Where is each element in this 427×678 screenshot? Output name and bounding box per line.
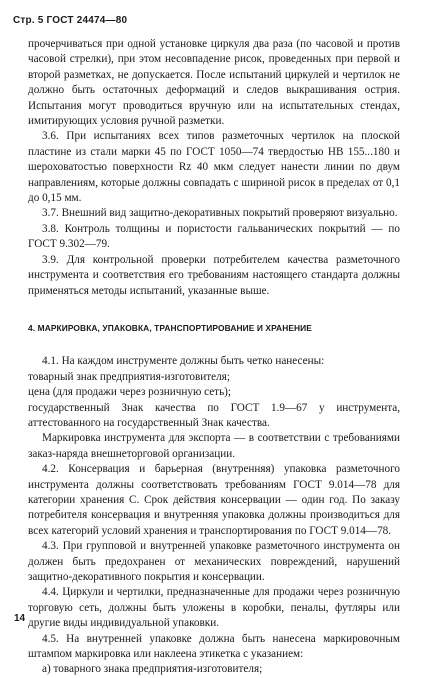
section-heading: 4. МАРКИРОВКА, УПАКОВКА, ТРАНСПОРТИРОВАНИЕ И ХРАНЕНИЕ [28, 322, 312, 333]
paragraph-3-8: 3.8. Контроль толщины и пористости гальванических покрытий — по ГОСТ 9.302—79. [28, 222, 400, 251]
paragraph-4-1: 4.1. На каждом инструменте должны быть четко нанесены: [42, 355, 325, 368]
paragraph-4-1-item-trademark: товарный знак предприятия-изготовителя; [28, 370, 230, 383]
page-header: Стр. 5 ГОСТ 24474—80 [13, 15, 128, 26]
paragraph-3-7: 3.7. Внешний вид защитно-декоративных покрытий проверяют визуально. [42, 207, 398, 220]
paragraph-4-4: 4.4. Циркули и чертилки, предназначенные для продажи через розничную торговую сеть, должны быть уложены в коробки, пеналы, футляры или другие виды индивидуальной упаковки. [28, 586, 400, 630]
paragraph-continuation: прочерчиваться при одной установке циркуля два раза (по часовой и против часовой стрелки), при этом несовпадение рисок, проведенных при первой и второй разметках, не допускается. После испытаний циркулей и чертилок не должно быть остаточных деформаций и следов выкрашивания острия. Испытания могут проводиться вручную или на испытательных стендах, имитирующих условия ручной разметки. [28, 38, 400, 128]
document-body [28, 37, 400, 678]
page-number: 14 [14, 613, 26, 624]
paragraph-4-3: 4.3. При групповой и внутренней упаковке разметочного инструмента он должен быть предохранен от механических повреждений, нарушений защитно-декоративного покрытия и консервации. [28, 540, 400, 583]
paragraph-4-1-item-price: цена (для продажи через розничную сеть); [28, 386, 232, 399]
paragraph-4-5: 4.5. На внутренней упаковке должна быть нанесена маркировочным штампом маркировка или наклеена этикетка с указанием: [28, 632, 400, 661]
paragraph-3-9: 3.9. Для контрольной проверки потребителем качества разметочного инструмента и соответствия его требованиям настоящего стандарта должны применяться методы испытаний, указанные выше. [28, 253, 400, 297]
paragraph-3-6: 3.6. При испытаниях всех типов разметочных чертилок на плоской пластине из стали марки 45 по ГОСТ 1050—74 твердостью НВ 155...180 и шероховатостью поверхности Rz 40 мкм следует нанести линии по двум направлениям, которые должны совпадать с шириной рисок в пределах от 0,1 до 0,15 мм. [28, 130, 400, 205]
paragraph-4-1-export: Маркировка инструмента для экспорта — в соответствии с требованиями заказ-наряда внешнеторговой организации. [28, 432, 400, 460]
paragraph-4-5-item-a: а) товарного знака предприятия-изготовителя; [42, 663, 263, 676]
paragraph-4-1-item-quality-mark: государственный Знак качества по ГОСТ 1.9—67 у инструмента, аттестованного на государственный Знак качества. [28, 401, 400, 429]
paragraph-4-2: 4.2. Консервация и барьерная (внутренняя) упаковка разметочного инструмента должны соответствовать требованиям ГОСТ 9.014—78 для категории хранения С. Срок действия консервации — один год. По заказу потребителя консервация и внутренняя упаковка должны производиться для всех категорий условий хранения и транспортирования по ГОСТ 9.014—78. [28, 463, 400, 537]
